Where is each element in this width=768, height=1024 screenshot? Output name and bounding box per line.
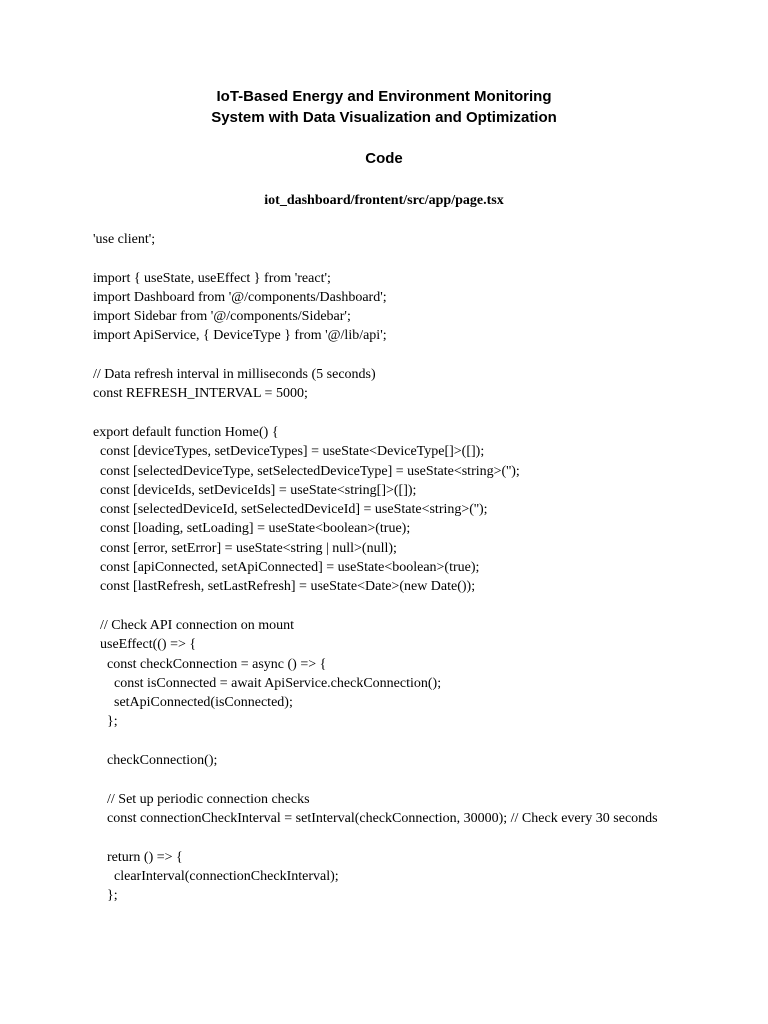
code-line: const [apiConnected, setApiConnected] = useState<boolean>(true); [93, 560, 480, 576]
code-line: // Check API connection on mount [93, 617, 295, 633]
code-line: import Sidebar from '@/components/Sidebar'; [93, 309, 351, 325]
code-line: return () => { [93, 849, 183, 865]
code-line: const REFRESH_INTERVAL = 5000; [93, 386, 308, 402]
code-line: setApiConnected(isConnected); [93, 695, 293, 711]
file-path-heading: iot_dashboard/frontent/src/app/page.tsx [264, 193, 504, 208]
code-line: const [selectedDeviceId, setSelectedDeviceId] = useState<string>(''); [93, 502, 488, 518]
code-line: const [loading, setLoading] = useState<boolean>(true); [93, 521, 411, 537]
code-line: // Set up periodic connection checks [93, 791, 310, 807]
code-line: useEffect(() => { [93, 637, 197, 653]
code-line: }; [93, 888, 118, 904]
code-line [93, 249, 673, 268]
code-line [93, 597, 673, 616]
code-line [93, 732, 673, 751]
code-line: const [selectedDeviceType, setSelectedDeviceType] = useState<string>(''); [93, 463, 520, 479]
code-line: 'use client'; [93, 232, 156, 247]
code-line: import Dashboard from '@/components/Dashboard'; [93, 289, 387, 305]
code-line: // Data refresh interval in milliseconds (5 seconds) [93, 367, 376, 383]
code-line: const [lastRefresh, setLastRefresh] = useState<Date>(new Date()); [93, 579, 476, 595]
code-line: import ApiService, { DeviceType } from '@/lib/api'; [93, 328, 387, 344]
code-line: const isConnected = await ApiService.checkConnection(); [93, 675, 442, 691]
code-line: export default function Home() { [93, 424, 279, 440]
code-line: checkConnection(); [93, 753, 218, 769]
code-line [93, 828, 673, 847]
code-line [93, 404, 673, 423]
section-heading: Code [365, 150, 403, 167]
code-block [93, 230, 673, 905]
code-line [93, 346, 673, 365]
code-line: const [error, setError] = useState<string | null>(null); [93, 540, 397, 556]
document-title-line-1: IoT-Based Energy and Environment Monitoring [216, 88, 552, 105]
code-line: const connectionCheckInterval = setInterval(checkConnection, 30000); // Check every 30 seconds [93, 810, 658, 826]
code-line [93, 770, 673, 789]
document-title-line-2: System with Data Visualization and Optimization [211, 109, 557, 126]
code-line: const [deviceIds, setDeviceIds] = useState<string[]>([]); [93, 482, 417, 498]
code-line: import { useState, useEffect } from 'react'; [93, 270, 331, 286]
document-title [0, 86, 768, 128]
code-line: const checkConnection = async () => { [93, 656, 327, 672]
code-line: clearInterval(connectionCheckInterval); [93, 868, 339, 884]
code-line: }; [93, 714, 118, 730]
code-line: const [deviceTypes, setDeviceTypes] = useState<DeviceType[]>([]); [93, 444, 485, 460]
